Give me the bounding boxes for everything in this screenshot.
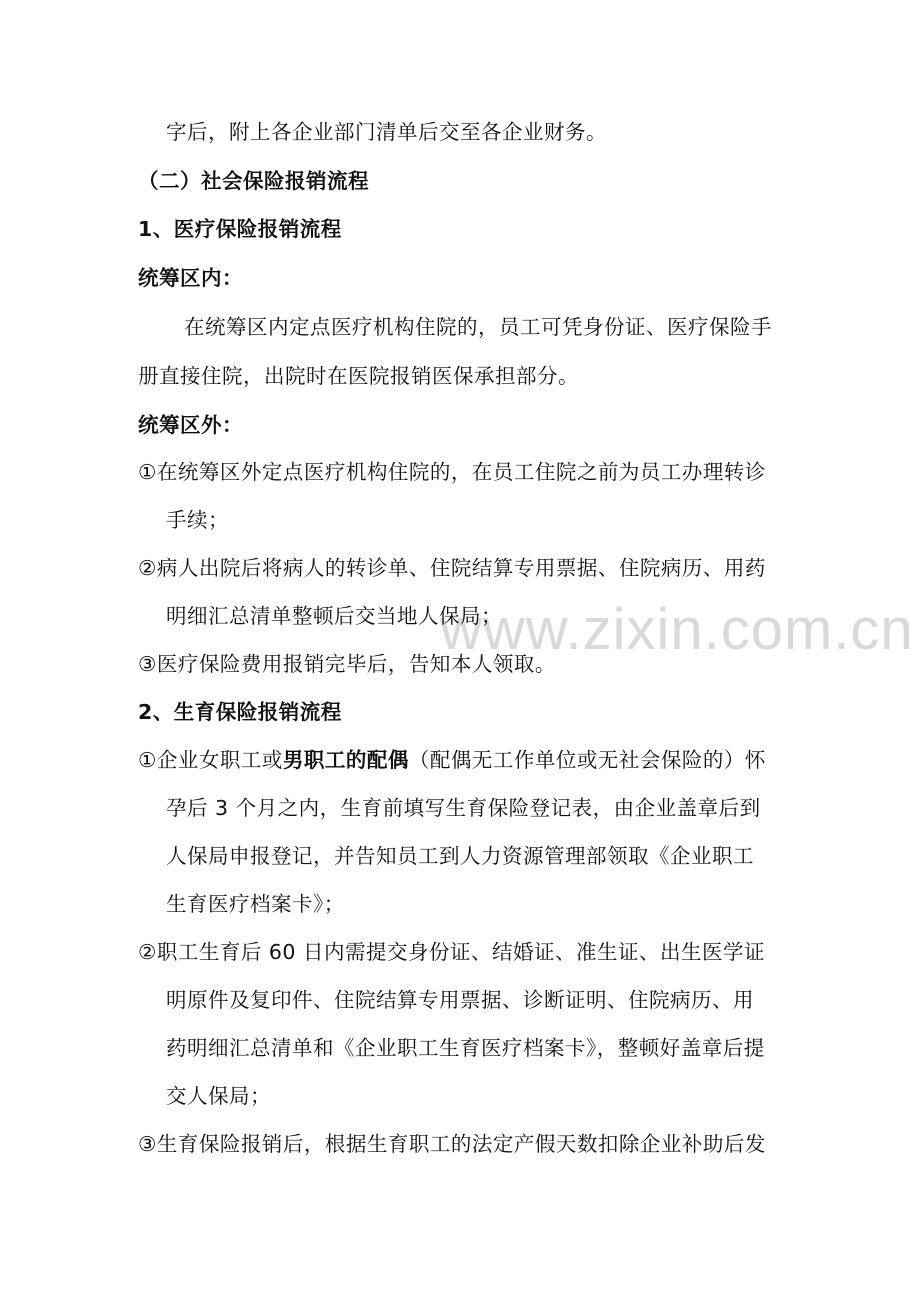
list-item-line: ③生育保险报销后，根据生育职工的法定产假天数扣除企业补助后发 <box>138 1132 766 1156</box>
list-item-line: 手续； <box>166 508 229 532</box>
list-item-line: 生育医疗档案卡》； <box>166 892 345 916</box>
bold-text-segment: 男职工的配偶 <box>282 748 409 772</box>
list-item-line: 明细汇总清单整顿后交当地人保局； <box>166 604 502 628</box>
list-item-line <box>138 745 766 775</box>
list-item-line: ③医疗保险费用报销完毕后，告知本人领取。 <box>138 652 556 676</box>
subsection-heading-maternity: 2、生育保险报销流程 <box>138 700 342 724</box>
section-heading: （二）社会保险报销流程 <box>138 169 369 193</box>
text-line: 在统筹区内定点医疗机构住院的，员工可凭身份证、医疗保险手 <box>184 315 772 339</box>
text-segment: ①企业女职工或 <box>138 748 283 772</box>
subsection-heading-medical: 1、医疗保险报销流程 <box>138 217 342 241</box>
list-item-line: 明原件及复印件、住院结算专用票据、诊断证明、住院病历、用 <box>166 988 754 1012</box>
text-line: 字后，附上各企业部门清单后交至各企业财务。 <box>166 120 607 144</box>
watermark-text: www.zixin.com.cn <box>440 597 914 662</box>
text-line: 册直接住院，出院时在医院报销医保承担部分。 <box>138 364 579 388</box>
text-segment: （配偶无工作单位或无社会保险的）怀 <box>408 748 766 772</box>
list-item-line: ②病人出院后将病人的转诊单、住院结算专用票据、住院病历、用药 <box>138 556 766 580</box>
subheading-outside-region: 统筹区外： <box>138 413 243 437</box>
list-item-line: 孕后 3 个月之内，生育前填写生育保险登记表，由企业盖章后到 <box>166 796 761 820</box>
list-item-line: ②职工生育后 60 日内需提交身份证、结婚证、准生证、出生医学证 <box>138 940 765 964</box>
list-item-line: 交人保局； <box>166 1084 271 1108</box>
list-item-line: 药明细汇总清单和《企业职工生育医疗档案卡》，整顿好盖章后提 <box>166 1036 765 1060</box>
list-item-line: ①在统筹区外定点医疗机构住院的，在员工住院之前为员工办理转诊 <box>138 460 766 484</box>
list-item-line: 人保局申报登记，并告知员工到人力资源管理部领取《企业职工 <box>166 844 754 868</box>
subheading-within-region: 统筹区内： <box>138 266 243 290</box>
